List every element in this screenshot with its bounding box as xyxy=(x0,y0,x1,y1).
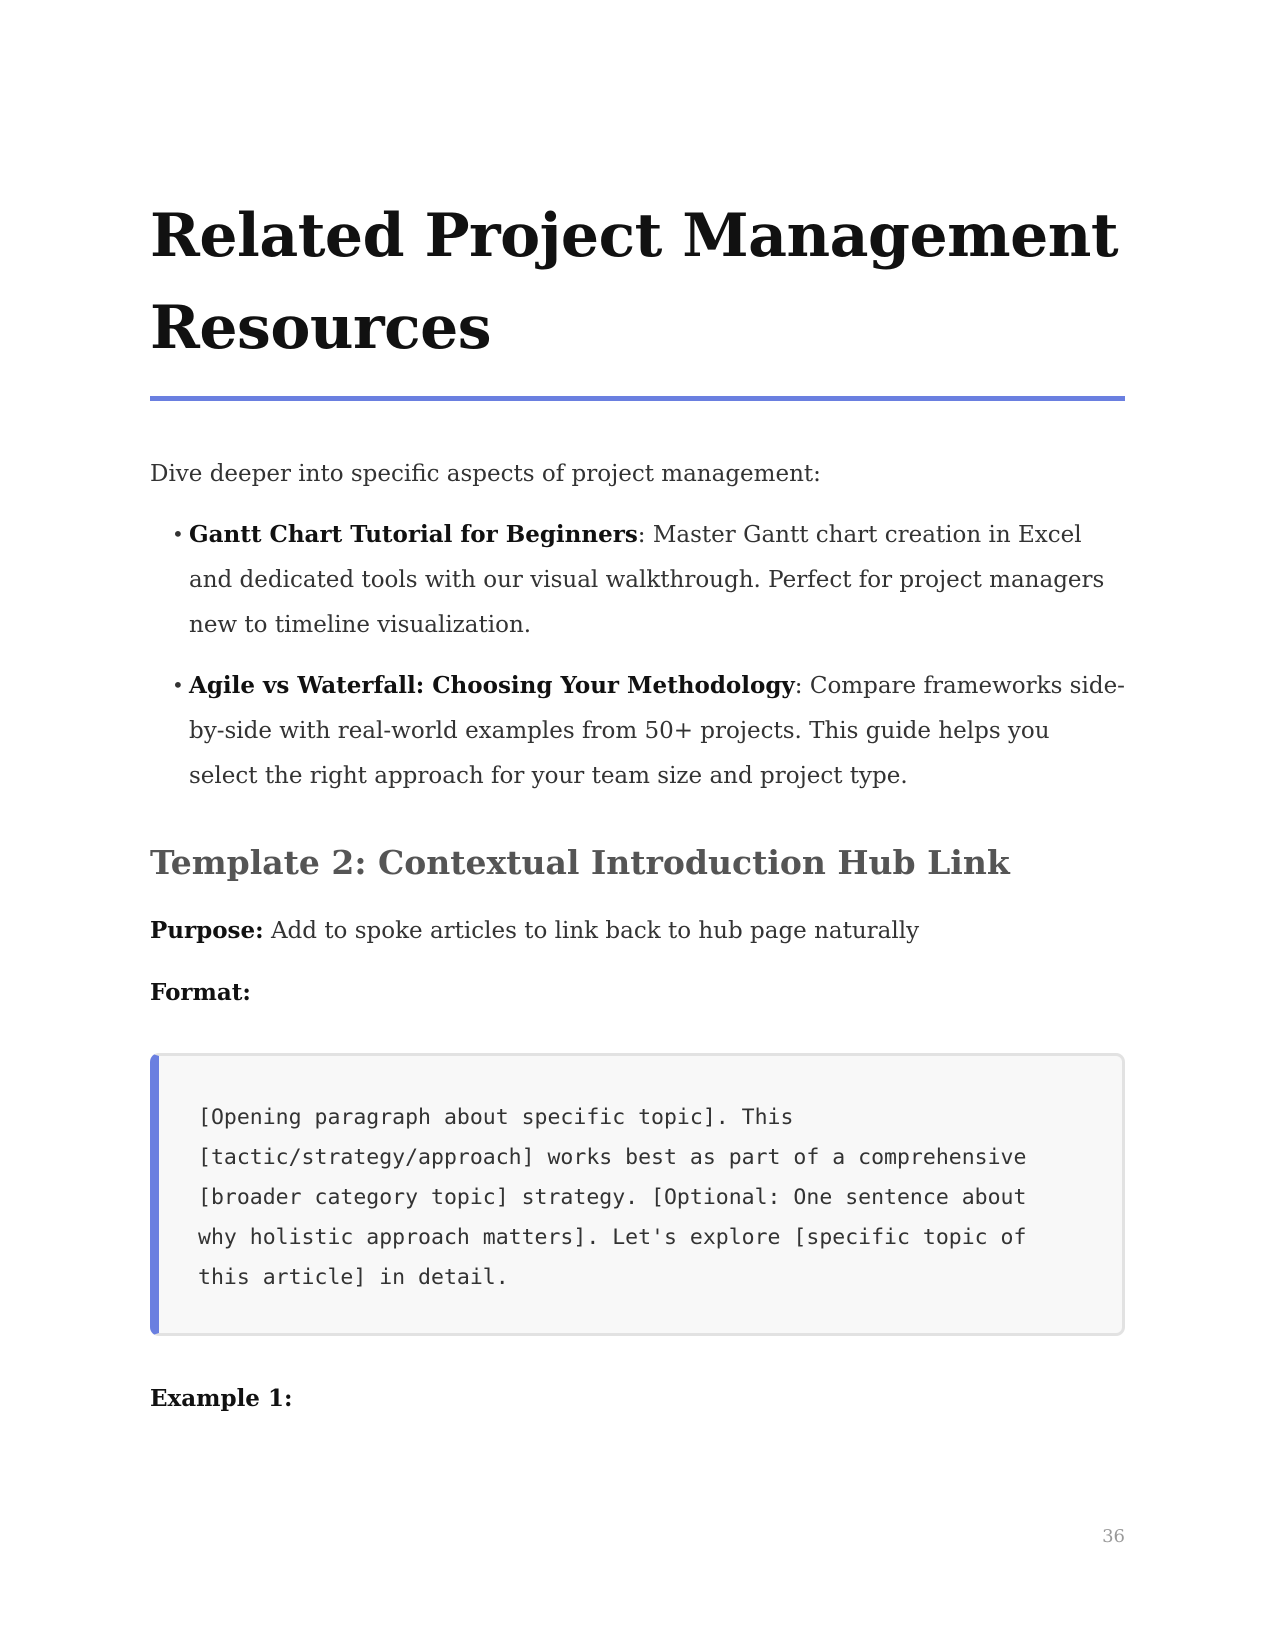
intro-paragraph: Dive deeper into specific aspects of project management: xyxy=(150,461,821,487)
bullet-icon: • xyxy=(172,522,184,546)
resource-description: : Compare frameworks side-by-side with real-world examples from 50+ projects. This guide helps you select the right approach for your team size and project type. xyxy=(189,673,1125,789)
bullet-icon: • xyxy=(172,673,184,697)
list-item xyxy=(150,512,1125,648)
page-number: 36 xyxy=(1102,1526,1125,1547)
resources-list xyxy=(150,512,1125,814)
list-item xyxy=(150,663,1125,799)
resource-title-link[interactable]: Gantt Chart Tutorial for Beginners xyxy=(189,521,638,548)
resource-title-link[interactable]: Agile vs Waterfall: Choosing Your Methodology xyxy=(189,672,795,699)
purpose-line xyxy=(150,908,919,954)
section-heading: Template 2: Contextual Introduction Hub Link xyxy=(150,843,1010,882)
purpose-label: Purpose: xyxy=(150,917,264,944)
format-code-block xyxy=(150,1053,1125,1336)
title-divider xyxy=(150,396,1125,401)
resource-description: : Master Gantt chart creation in Excel and dedicated tools with our visual walkthrough. Perfect for project managers new to timeline visualization. xyxy=(189,522,1105,638)
page-title: Related Project Management Resources xyxy=(150,201,1119,363)
example-label: Example 1: xyxy=(150,1385,293,1412)
format-label: Format: xyxy=(150,979,251,1006)
format-code-text: [Opening paragraph about specific topic]. This [tactic/strategy/approach] works best as part of a comprehensive [broader category topic] strategy. [Optional: One sentence about why holistic approach matters]. Let's explore [specific topic of this article] in detail. xyxy=(198,1105,1040,1290)
purpose-text: Add to spoke articles to link back to hub page naturally xyxy=(263,918,920,944)
